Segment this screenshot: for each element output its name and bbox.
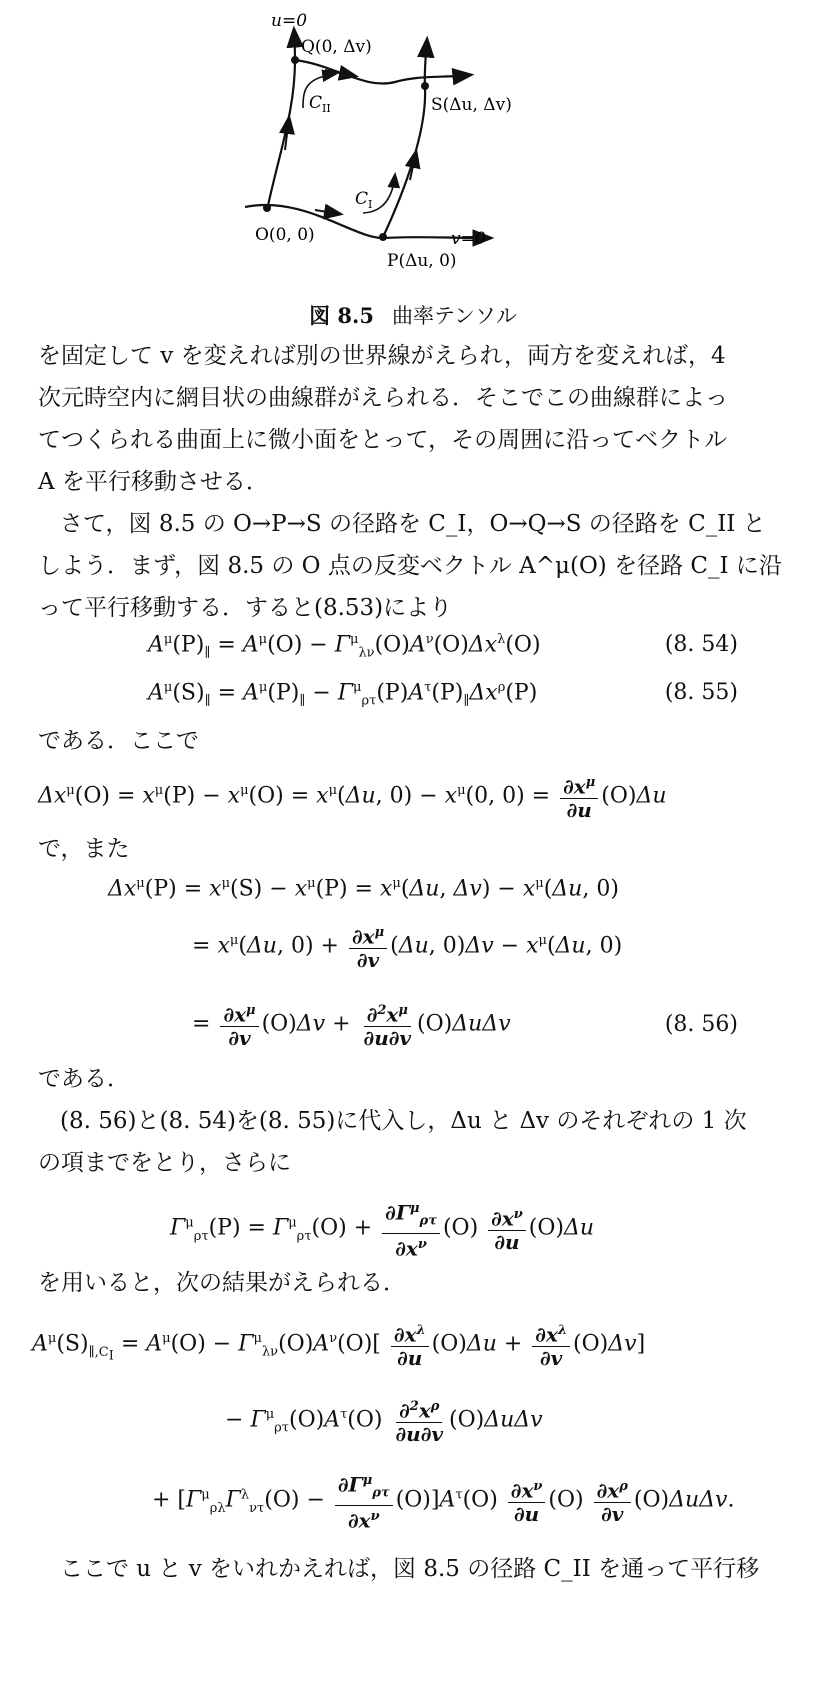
- caption-number: 図 8.5: [309, 303, 374, 328]
- curve-top: [295, 60, 470, 84]
- text-line: てつくられる曲面上に微小面をとって，その周囲に沿ってベクトル: [38, 427, 728, 453]
- text-line: (8. 56)と(8. 54)を(8. 55)に代入し，Δu と Δv のそれぞれの 1 次: [60, 1108, 747, 1134]
- equation-result-line3: + [$\Gamma^\mu_{\rho\lambda}\Gamma^\lambda_{\nu\tau}(O)$ − $\frac{\partial\Gamma^\mu_{\rho\tau}}{\partial x^\nu}$ $(O)]A^\tau(O)$ $\frac{\partial x^\nu}{\partial u}$ (O) $\frac{\partial x^\rho}{\partial v}$ (O)ΔuΔv.: [152, 1470, 734, 1531]
- equation-8-55: $A^\mu(S)_\parallel = A^\mu(P)_\parallel - \Gamma^\mu_{\rho\tau}(P)A^\tau(P)_\parallel\Delta x^\rho(P)$: [148, 680, 538, 709]
- equation-delta-x-P-line1: $\Delta x^\mu(P) = x^\mu(S) - x^\mu(P) = x^\mu(\Delta u$, $\Delta v) - x^\mu(\Delta u$, 0): [108, 876, 619, 902]
- figure-curvature-tensor: [245, 0, 605, 300]
- text-dearu-2: である．: [38, 1066, 130, 1092]
- label-u0: u=0: [271, 11, 308, 31]
- equation-delta-x-P-line3: = $\frac{\partial x^\mu}{\partial v}$ (O)Δv + $\frac{\partial^2x^\mu}{\partial u\partial v}$ (O)ΔuΔv: [192, 1000, 511, 1049]
- paragraph-last: ここで u と v をいれかえれば，図 8.5 の径路 C_II を通って平行移: [60, 1556, 760, 1582]
- label-S: S(Δu, Δv): [431, 95, 512, 115]
- text-line: さて，図 8.5 の O→P→S の径路を C_I，O→Q→S の径路を C_II と: [60, 511, 766, 537]
- svg-text:CI: $C_I$: [355, 189, 373, 211]
- equation-delta-x-P-line2: = $x^\mu(\Delta u$, 0) + $\frac{\partial x^\mu}{\partial v}$ (Δu, $0)\Delta v - x^\mu(\Delta u$, 0): [192, 922, 622, 971]
- text-dearu-kokode: である．ここで: [38, 728, 199, 754]
- curve-right: [383, 40, 427, 237]
- paragraph-1: [38, 335, 790, 503]
- text-line: しよう．まず，図 8.5 の O 点の反変ベクトル A^μ(O) を径路 C_I に沿: [38, 553, 782, 579]
- curve-u0: [267, 30, 295, 210]
- text-line: A を平行移動させる．: [38, 469, 269, 495]
- equation-result-line1: $A^\mu(S)_{\parallel,C_I} = A^\mu(O) - \Gamma^\mu_{\lambda\nu}(O)A^\nu(O)$[ $\frac{\partial x^\lambda}{\partial u}$ (O)Δu + $\frac{\partial x^\lambda}{\partial v}$ (O)Δv]: [32, 1320, 645, 1369]
- caption-text: 曲率テンソル: [391, 304, 517, 328]
- equation-delta-x-O: $\Delta x^\mu(O) = x^\mu(P) - x^\mu(O) = x^\mu(\Delta u$, $0) - x^\mu(0$, 0) = $\frac{\partial x^\mu}{\partial u}$ (O)Δu: [38, 772, 667, 821]
- equation-gamma-expansion: $\Gamma^\mu_{\rho\tau}(P) = \Gamma^\mu_{\rho\tau}(O)$ + $\frac{\partial\Gamma^\mu_{\rho\tau}}{\partial x^\nu}$ (O) $\frac{\partial x^\nu}{\partial u}$ (O)Δu: [170, 1198, 594, 1259]
- label-Q: Q(0, Δv): [301, 37, 372, 57]
- curvature-diagram: [245, 0, 605, 300]
- text-line: を固定して v を変えれば別の世界線がえられ，両方を変えれば，4: [38, 343, 726, 369]
- equation-result-line2: − $\Gamma^\mu_{\rho\tau}(O)A^\tau(O)$ $\frac{\partial^2x^\rho}{\partial u\partial v}$ (O)ΔuΔv: [225, 1396, 543, 1445]
- label-v0: v=0: [451, 229, 486, 249]
- label-P: P(Δu, 0): [387, 251, 457, 271]
- equation-number: (8. 54): [664, 632, 738, 657]
- text-line: 次元時空内に網目状の曲線群がえられる．そこでこの曲線群によっ: [38, 385, 728, 411]
- paragraph-3: [38, 1100, 790, 1184]
- text-line: って平行移動する．すると(8.53)により: [38, 595, 453, 621]
- label-O: O(0, 0): [255, 225, 315, 245]
- text-line: の項までをとり，さらに: [38, 1150, 291, 1176]
- equation-number: (8. 55): [664, 680, 738, 705]
- figure-caption: [0, 300, 826, 330]
- text-wo-mochiiru: を用いると，次の結果がえられる．: [38, 1270, 406, 1296]
- svg-text:CII: $C_{II}$: [309, 93, 331, 115]
- text-de-mata: で，また: [38, 836, 130, 862]
- equation-number: (8. 56): [664, 1012, 738, 1037]
- equation-8-54: $A^\mu(P)_\parallel = A^\mu(O) - \Gamma^\mu_{\lambda\nu}(O)A^\nu(O)\Delta x^\lambda(O)$: [148, 632, 541, 661]
- paragraph-2: [38, 503, 790, 629]
